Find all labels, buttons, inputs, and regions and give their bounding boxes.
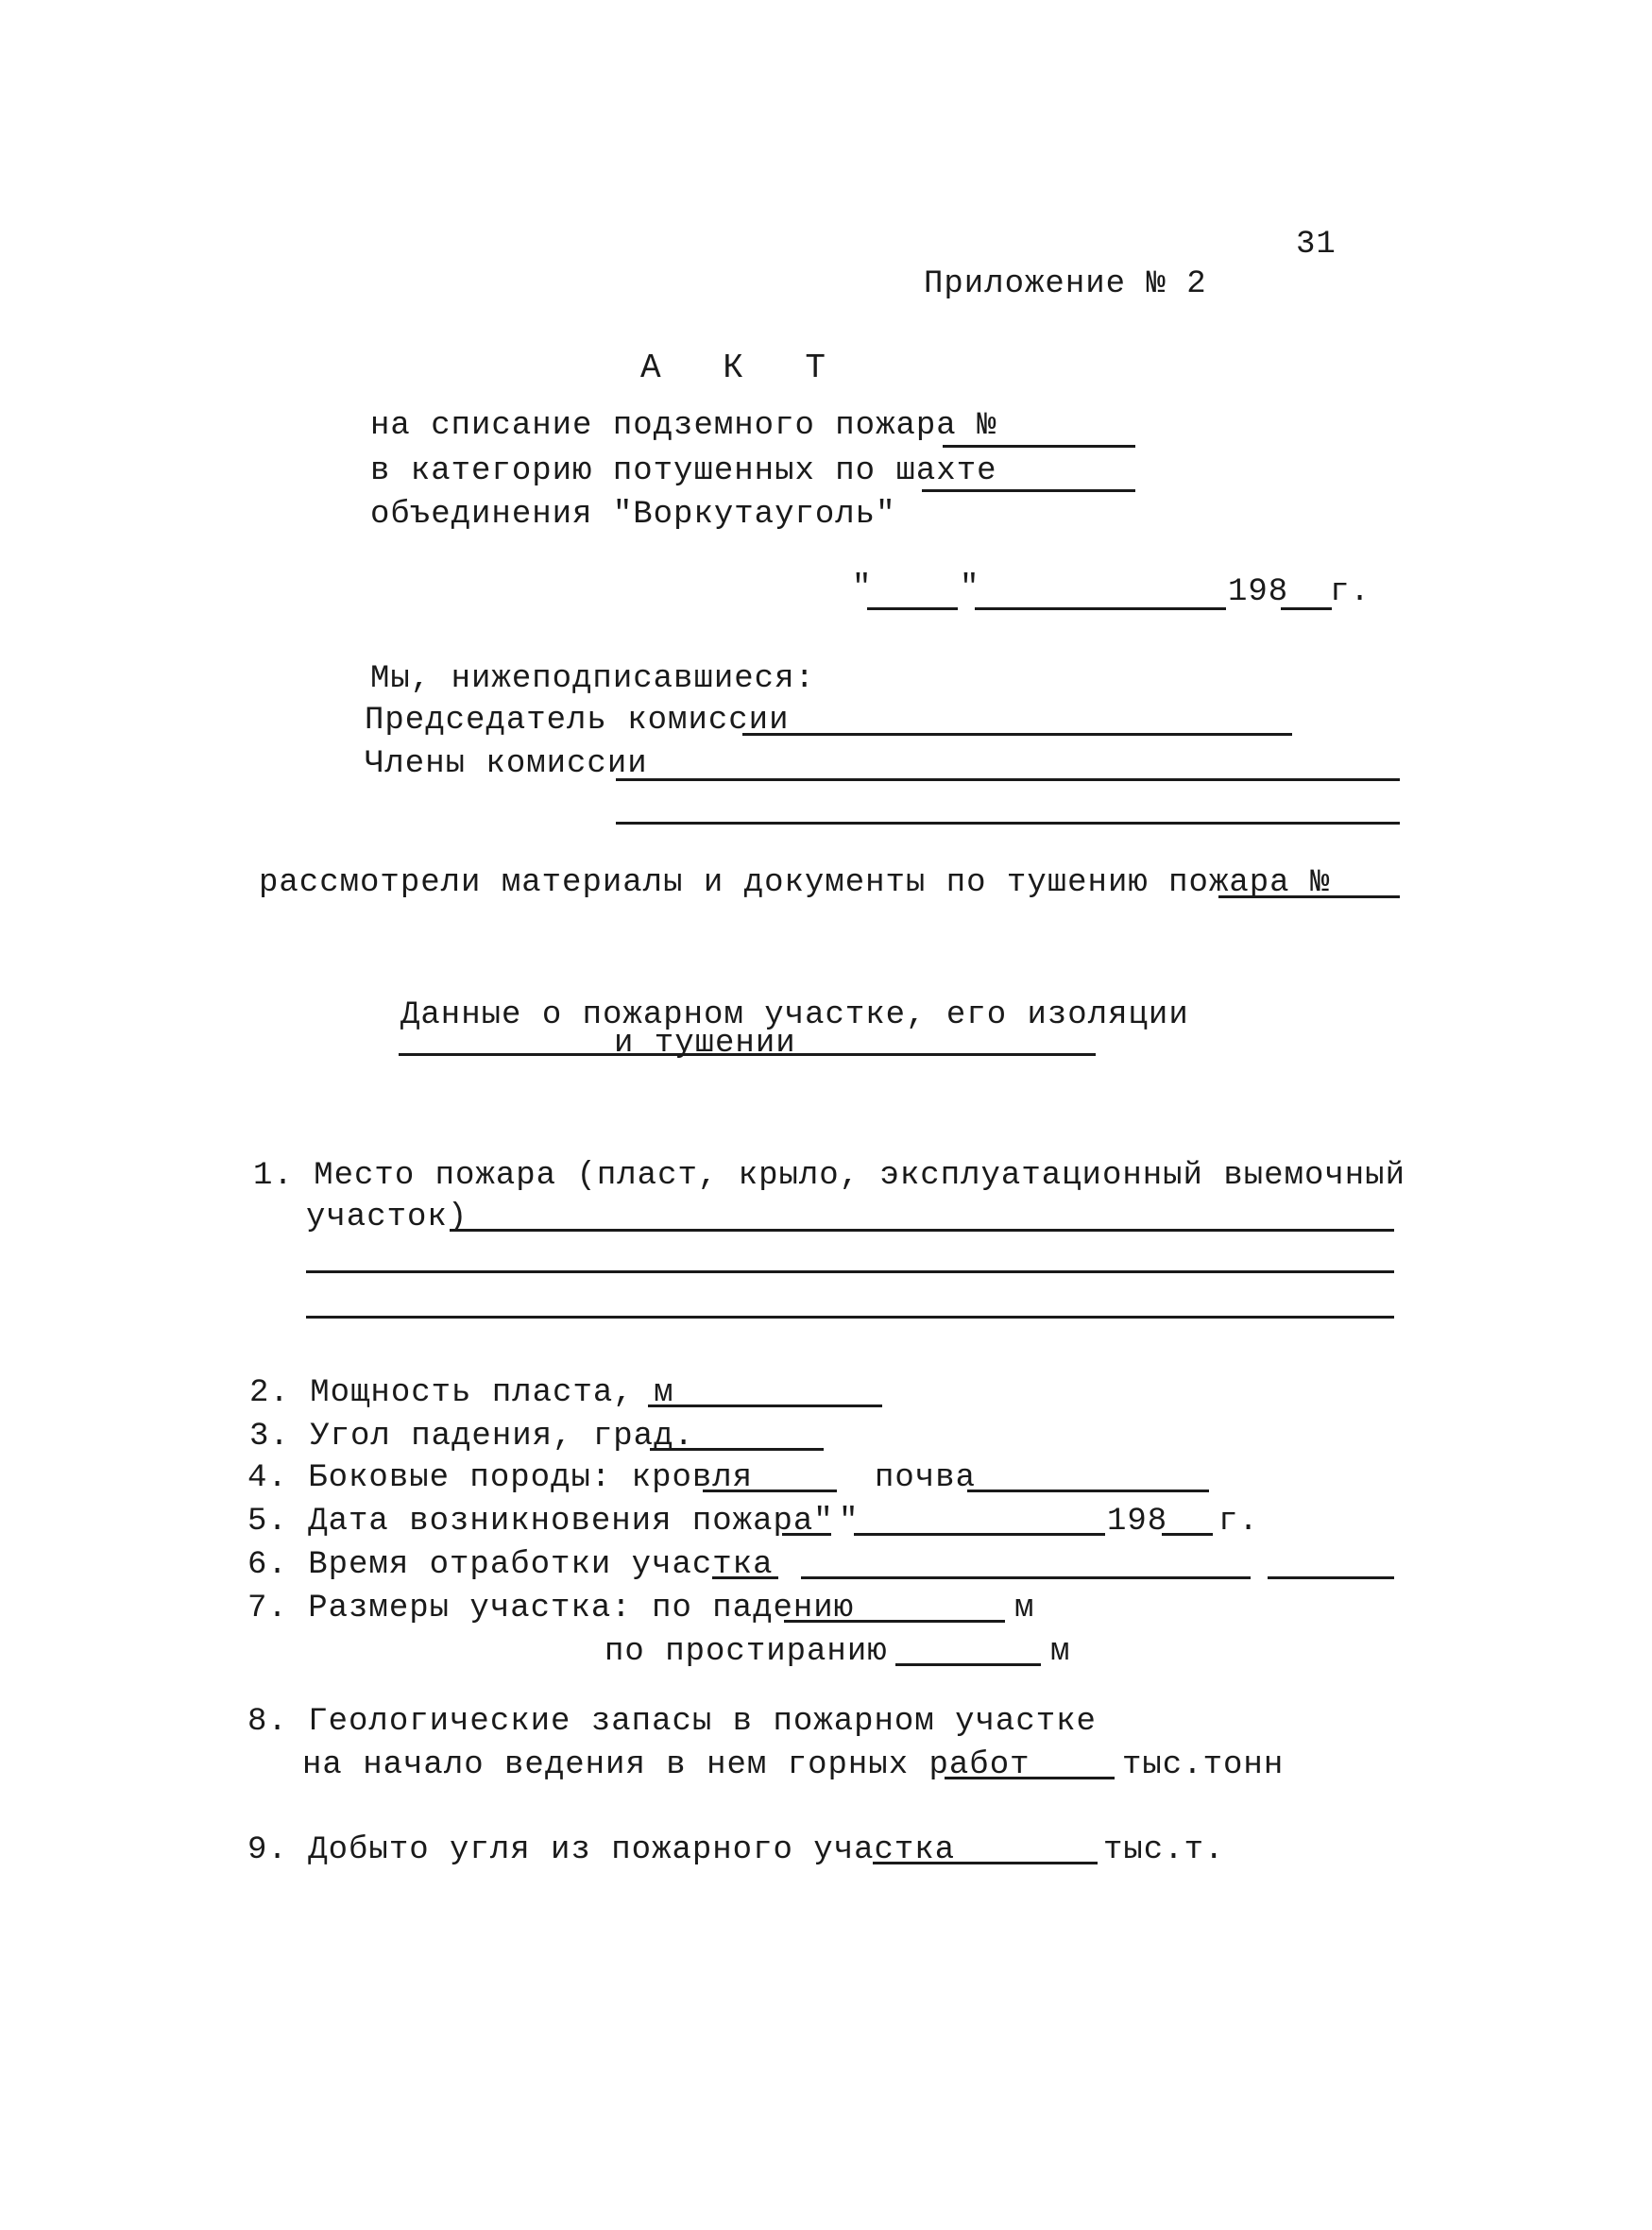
reviewed-fire-number-blank[interactable] (1218, 895, 1400, 898)
item-2-blank[interactable] (648, 1404, 882, 1407)
item-7-dip-blank[interactable] (784, 1620, 1005, 1623)
item-3-label: 3. Угол падения, град. (249, 1419, 694, 1455)
item-1-blank-3[interactable] (306, 1316, 1394, 1319)
item-6-blank-2[interactable] (801, 1576, 1251, 1579)
item-5-month-blank[interactable] (854, 1533, 1105, 1536)
page-number: 31 (1296, 227, 1337, 263)
item-4-roof-blank[interactable] (703, 1490, 837, 1492)
commission-chair-blank[interactable] (742, 733, 1292, 736)
item-7-unit: м (1014, 1591, 1035, 1626)
item-1-blank-1[interactable] (450, 1229, 1394, 1232)
date-month-blank[interactable] (975, 607, 1226, 610)
item-8-blank[interactable] (945, 1777, 1115, 1779)
item-4-floor-blank[interactable] (967, 1490, 1209, 1492)
item-6-blank-3[interactable] (1268, 1576, 1394, 1579)
item-5-year-blank[interactable] (1162, 1533, 1213, 1536)
item-1-line-b: участок) (306, 1200, 468, 1235)
commission-members-blank-1[interactable] (616, 778, 1400, 781)
item-8-unit: тыс.тонн (1122, 1747, 1285, 1783)
item-9-label: 9. Добыто угля из пожарного участка (247, 1832, 956, 1868)
item-9-unit: тыс.т. (1103, 1832, 1225, 1868)
fire-number-blank[interactable] (943, 445, 1135, 448)
item-5-label: 5. Дата возникновения пожара" (247, 1504, 834, 1540)
item-7-label-a: 7. Размеры участка: по падению (247, 1591, 855, 1626)
item-3-blank[interactable] (650, 1448, 824, 1451)
date-day-blank[interactable] (867, 607, 958, 610)
mine-name-blank[interactable] (922, 489, 1135, 492)
item-4-label-b: почва (875, 1460, 977, 1496)
date-suffix: г. (1330, 574, 1371, 610)
item-6-label: 6. Время отработки участка (247, 1547, 774, 1583)
section-heading-underline (399, 1053, 1096, 1056)
document-title: А К Т (640, 349, 847, 387)
item-4-label-a: 4. Боковые породы: кровля (247, 1460, 754, 1496)
section-heading-1: Данные о пожарном участке, его изоляции (400, 997, 1189, 1033)
date-year-blank[interactable] (1281, 607, 1332, 610)
item-8-line-a: 8. Геологические запасы в пожарном участке (247, 1704, 1097, 1740)
header-line-3: объединения "Воркутауголь" (370, 497, 896, 533)
commission-intro: Мы, нижеподписавшиеся: (370, 661, 815, 697)
header-line-1: на списание подземного пожара № (370, 408, 997, 444)
appendix-label: Приложение № 2 (924, 266, 1207, 302)
commission-members-label: Члены комиссии (365, 746, 648, 782)
item-5-quote: " (839, 1504, 860, 1540)
date-quote-close: " (960, 570, 980, 606)
item-9-blank[interactable] (873, 1862, 1098, 1864)
item-1-blank-2[interactable] (306, 1270, 1394, 1273)
item-5-day-blank[interactable] (782, 1533, 831, 1536)
commission-members-blank-2[interactable] (616, 822, 1400, 825)
item-2-label: 2. Мощность пласта, м (249, 1375, 674, 1411)
date-year: 198 (1228, 574, 1289, 610)
reviewed-text: рассмотрели материалы и документы по тушению пожара № (259, 865, 1331, 901)
item-7-strike-blank[interactable] (895, 1663, 1041, 1666)
item-7-label-b: по простиранию (605, 1634, 888, 1670)
item-1-line-a: 1. Место пожара (пласт, крыло, эксплуатационный выемочный (253, 1158, 1405, 1194)
section-heading-2: и тушении (614, 1026, 796, 1062)
item-5-suffix: г. (1218, 1504, 1259, 1540)
item-6-blank-1[interactable] (712, 1576, 778, 1579)
date-quote-open: " (852, 570, 873, 606)
item-8-line-b: на начало ведения в нем горных работ (302, 1747, 1030, 1783)
item-7-unit-2: м (1050, 1634, 1071, 1670)
commission-chair-label: Председатель комиссии (365, 703, 790, 739)
item-5-year: 198 (1107, 1504, 1168, 1540)
header-line-2: в категорию потушенных по шахте (370, 453, 997, 489)
